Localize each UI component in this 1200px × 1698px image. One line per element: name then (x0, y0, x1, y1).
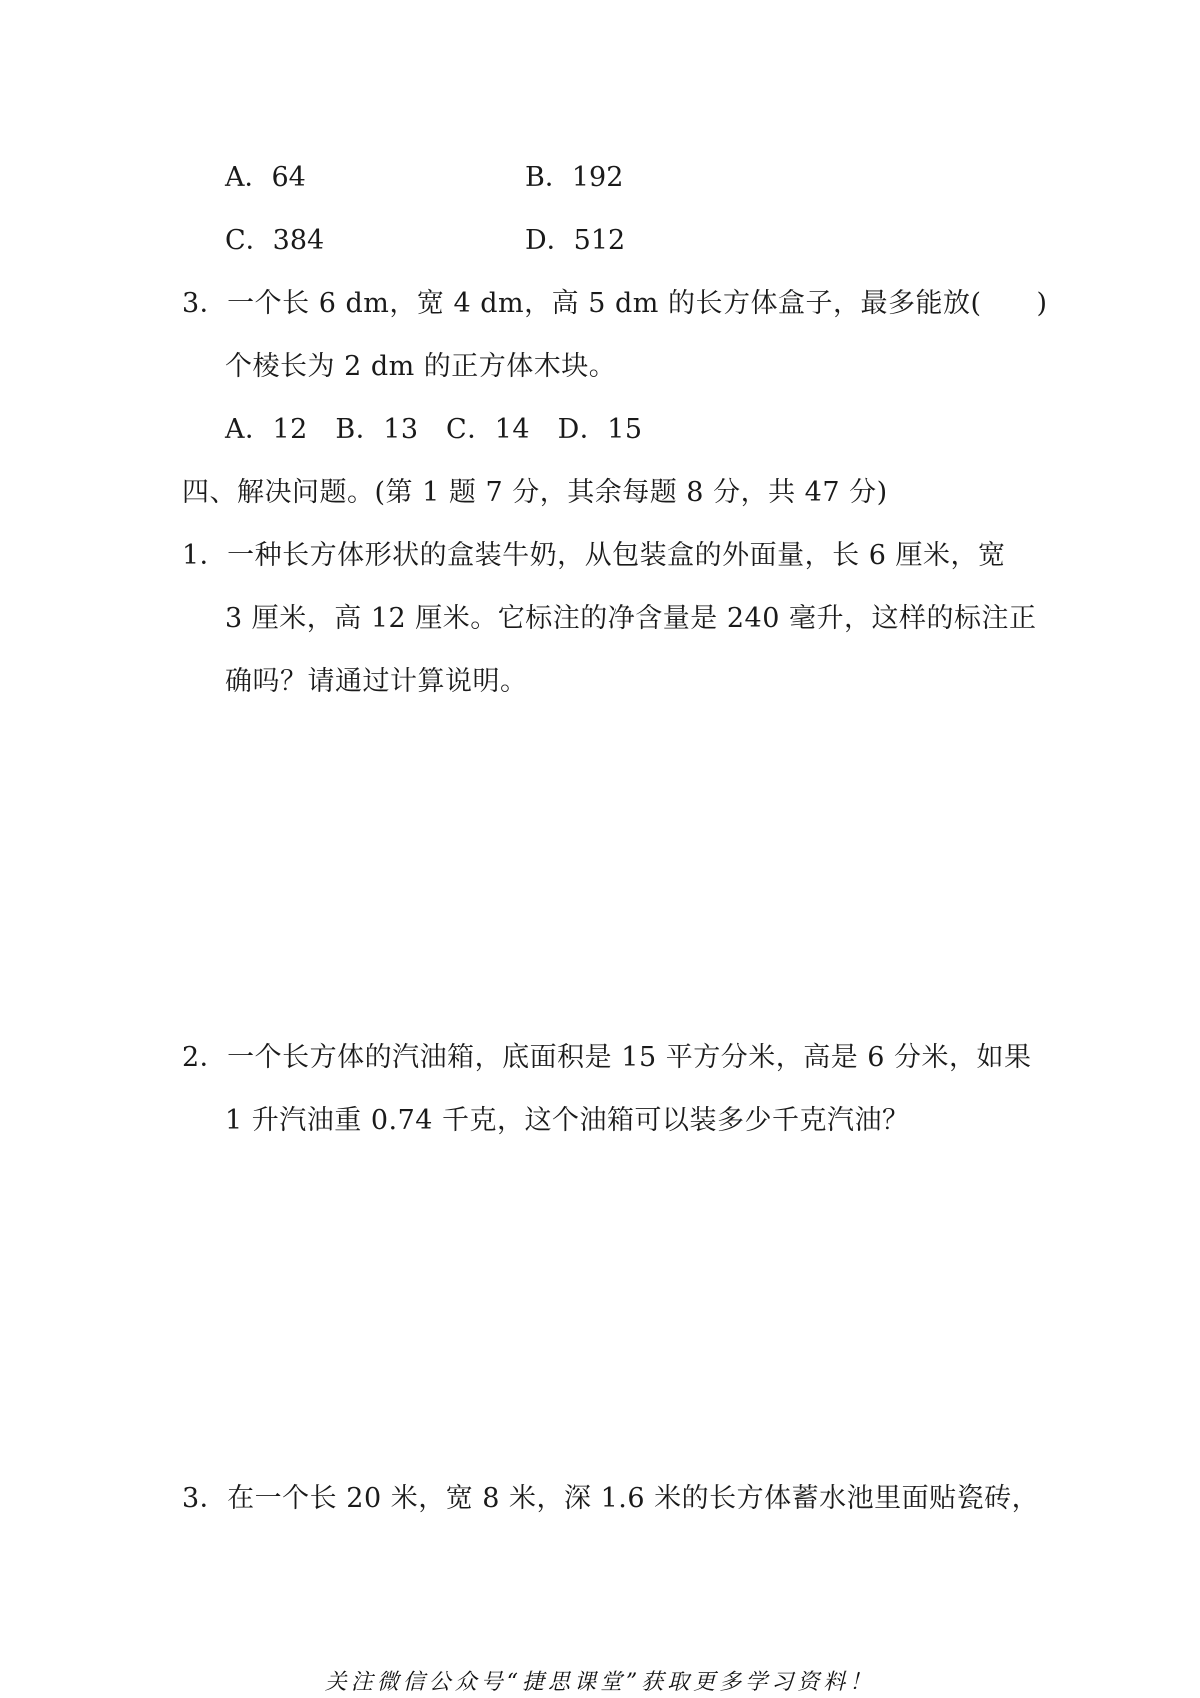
option-d: D．512 (525, 225, 626, 256)
problem1-line2: 3 厘米，高 12 厘米。它标注的净含量是 240 毫升，这样的标注正 (225, 603, 1037, 634)
footer-promo-text: 关注微信公众号“捷思课堂”获取更多学习资料！ (324, 1670, 876, 1695)
q3-choice-line1: 3．一个长 6 dm，宽 4 dm，高 5 dm 的长方体盒子，最多能放( ) (182, 288, 1048, 319)
option-c: C．384 (225, 225, 325, 256)
option-a: A．64 (225, 162, 306, 193)
problem1-line3: 确吗？请通过计算说明。 (225, 666, 528, 697)
q3-choice-line2: 个棱长为 2 dm 的正方体木块。 (225, 351, 617, 382)
option-b: B．192 (525, 162, 624, 193)
problem2-line1: 2．一个长方体的汽油箱，底面积是 15 平方分米，高是 6 分米，如果 (182, 1042, 1032, 1073)
section-heading: 四、解决问题。(第 1 题 7 分，其余每题 8 分，共 47 分) (182, 477, 888, 508)
problem2-line2: 1 升汽油重 0.74 千克，这个油箱可以装多少千克汽油？ (225, 1105, 910, 1136)
q3-choice-options: A．12 B．13 C．14 D．15 (225, 414, 643, 445)
problem3-line1: 3．在一个长 20 米，宽 8 米，深 1.6 米的长方体蓄水池里面贴瓷砖， (182, 1483, 1040, 1514)
problem1-line1: 1．一种长方体形状的盒装牛奶，从包装盒的外面量，长 6 厘米，宽 (182, 540, 1006, 571)
